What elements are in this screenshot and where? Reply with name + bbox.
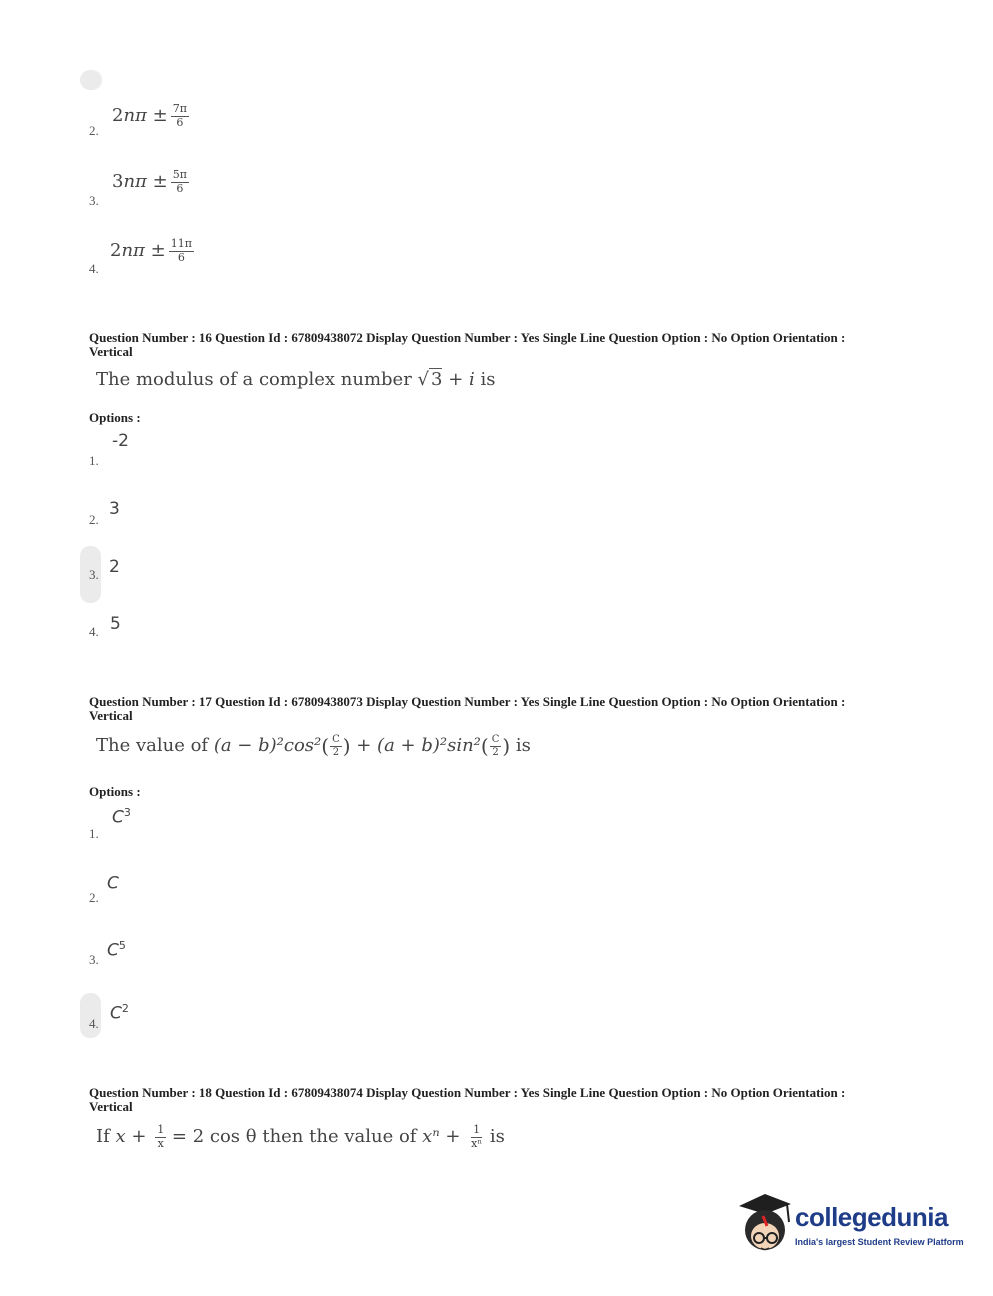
option-number: 1.	[89, 453, 99, 468]
question-text-prefix: The modulus of a complex number	[96, 369, 418, 390]
numerator: 11π	[170, 237, 192, 250]
option-number: 2.	[89, 512, 99, 527]
question-text-suffix: is	[474, 369, 496, 390]
expression-x: x +	[115, 1126, 153, 1148]
option-value: -2	[112, 431, 129, 451]
option-number: 4.	[89, 261, 99, 276]
variable: nπ	[123, 105, 147, 127]
logo-tagline: India's largest Student Review Platform	[795, 1237, 964, 1247]
option-number: 3.	[89, 193, 99, 208]
radicand: 3	[431, 369, 443, 390]
sqrt-symbol: √	[417, 369, 430, 390]
option-number: 3.	[89, 952, 99, 967]
expression-part-2: + (a + b)²sin²	[350, 735, 481, 756]
option-expression	[110, 238, 194, 264]
option-value: $C^3$	[112, 806, 131, 828]
question-meta: Question Number : 16 Question Id : 67809438072 Display Question Number : Yes Single Line Question Option : No Option Orientation : Vertical	[89, 330, 846, 359]
denominator: 2	[492, 746, 499, 758]
numerator: 5π	[172, 168, 187, 181]
option-number: 2.	[89, 890, 99, 905]
question-text	[96, 734, 531, 758]
option-value: 5	[110, 614, 121, 634]
fraction-in-parens: ( $\frac{C}{2}$ )	[321, 734, 351, 758]
option-value: $C^5$	[107, 939, 126, 961]
denominator: x	[157, 1136, 164, 1150]
denominator: xⁿ	[471, 1136, 483, 1150]
mascot-icon	[735, 1188, 797, 1258]
coefficient: 2	[112, 105, 124, 127]
variable: nπ	[123, 171, 147, 193]
question-text-suffix: is	[484, 1126, 505, 1148]
fraction-in-parens: ( $\frac{C}{2}$ )	[480, 734, 511, 758]
collegedunia-logo	[735, 1188, 965, 1258]
option-number: 2.	[89, 123, 99, 138]
question-meta: Question Number : 18 Question Id : 67809438074 Display Question Number : Yes Single Line Question Option : No Option Orientation : Vertical	[89, 1085, 846, 1114]
cut-off-text	[89, 1183, 119, 1187]
denominator: 2	[332, 746, 340, 758]
question-text	[96, 1124, 505, 1150]
coefficient: 3	[112, 171, 124, 193]
option-number: 3.	[89, 567, 99, 582]
numerator: 7π	[172, 102, 187, 115]
question-meta: Question Number : 17 Question Id : 67809438073 Display Question Number : Yes Single Line Question Option : No Option Orientation : Vertical	[89, 694, 846, 723]
variable: nπ	[121, 240, 145, 262]
option-number: 4.	[89, 1016, 99, 1031]
question-text-prefix: The value of	[96, 735, 214, 756]
expression-equals: = 2 cos θ	[166, 1126, 257, 1148]
denominator: 6	[176, 115, 184, 129]
question-text-then: then the value of	[256, 1126, 423, 1148]
option-number: 4.	[89, 624, 99, 639]
denominator: 6	[177, 250, 185, 264]
denominator: 6	[176, 181, 184, 195]
expression-part-1: (a − b)²cos²	[213, 735, 322, 756]
question-text-suffix: is	[510, 735, 531, 756]
option-value: $C^2$	[110, 1002, 129, 1024]
option-expression	[112, 169, 189, 195]
options-label: Options :	[89, 410, 141, 425]
question-text	[96, 369, 495, 390]
option-value: 3	[109, 499, 120, 519]
coefficient: 2	[110, 240, 122, 262]
option-expression	[112, 103, 189, 129]
plus-minus-sign: ±	[152, 105, 168, 127]
plus-minus-sign: ±	[150, 240, 166, 262]
option-highlight	[80, 70, 102, 90]
numerator: C	[332, 734, 340, 745]
numerator: 1	[473, 1123, 481, 1136]
numerator: C	[491, 734, 500, 745]
options-label: Options :	[89, 784, 141, 799]
option-number: 1.	[89, 826, 99, 841]
logo-name: collegedunia	[795, 1202, 948, 1232]
question-text-if: If	[96, 1126, 116, 1148]
numerator: 1	[157, 1123, 165, 1136]
plus-minus-sign: ±	[152, 171, 168, 193]
expression: + i	[442, 369, 475, 390]
expression-xn: xⁿ +	[422, 1126, 467, 1148]
option-value: 2	[109, 557, 120, 577]
option-value: C	[107, 873, 119, 894]
